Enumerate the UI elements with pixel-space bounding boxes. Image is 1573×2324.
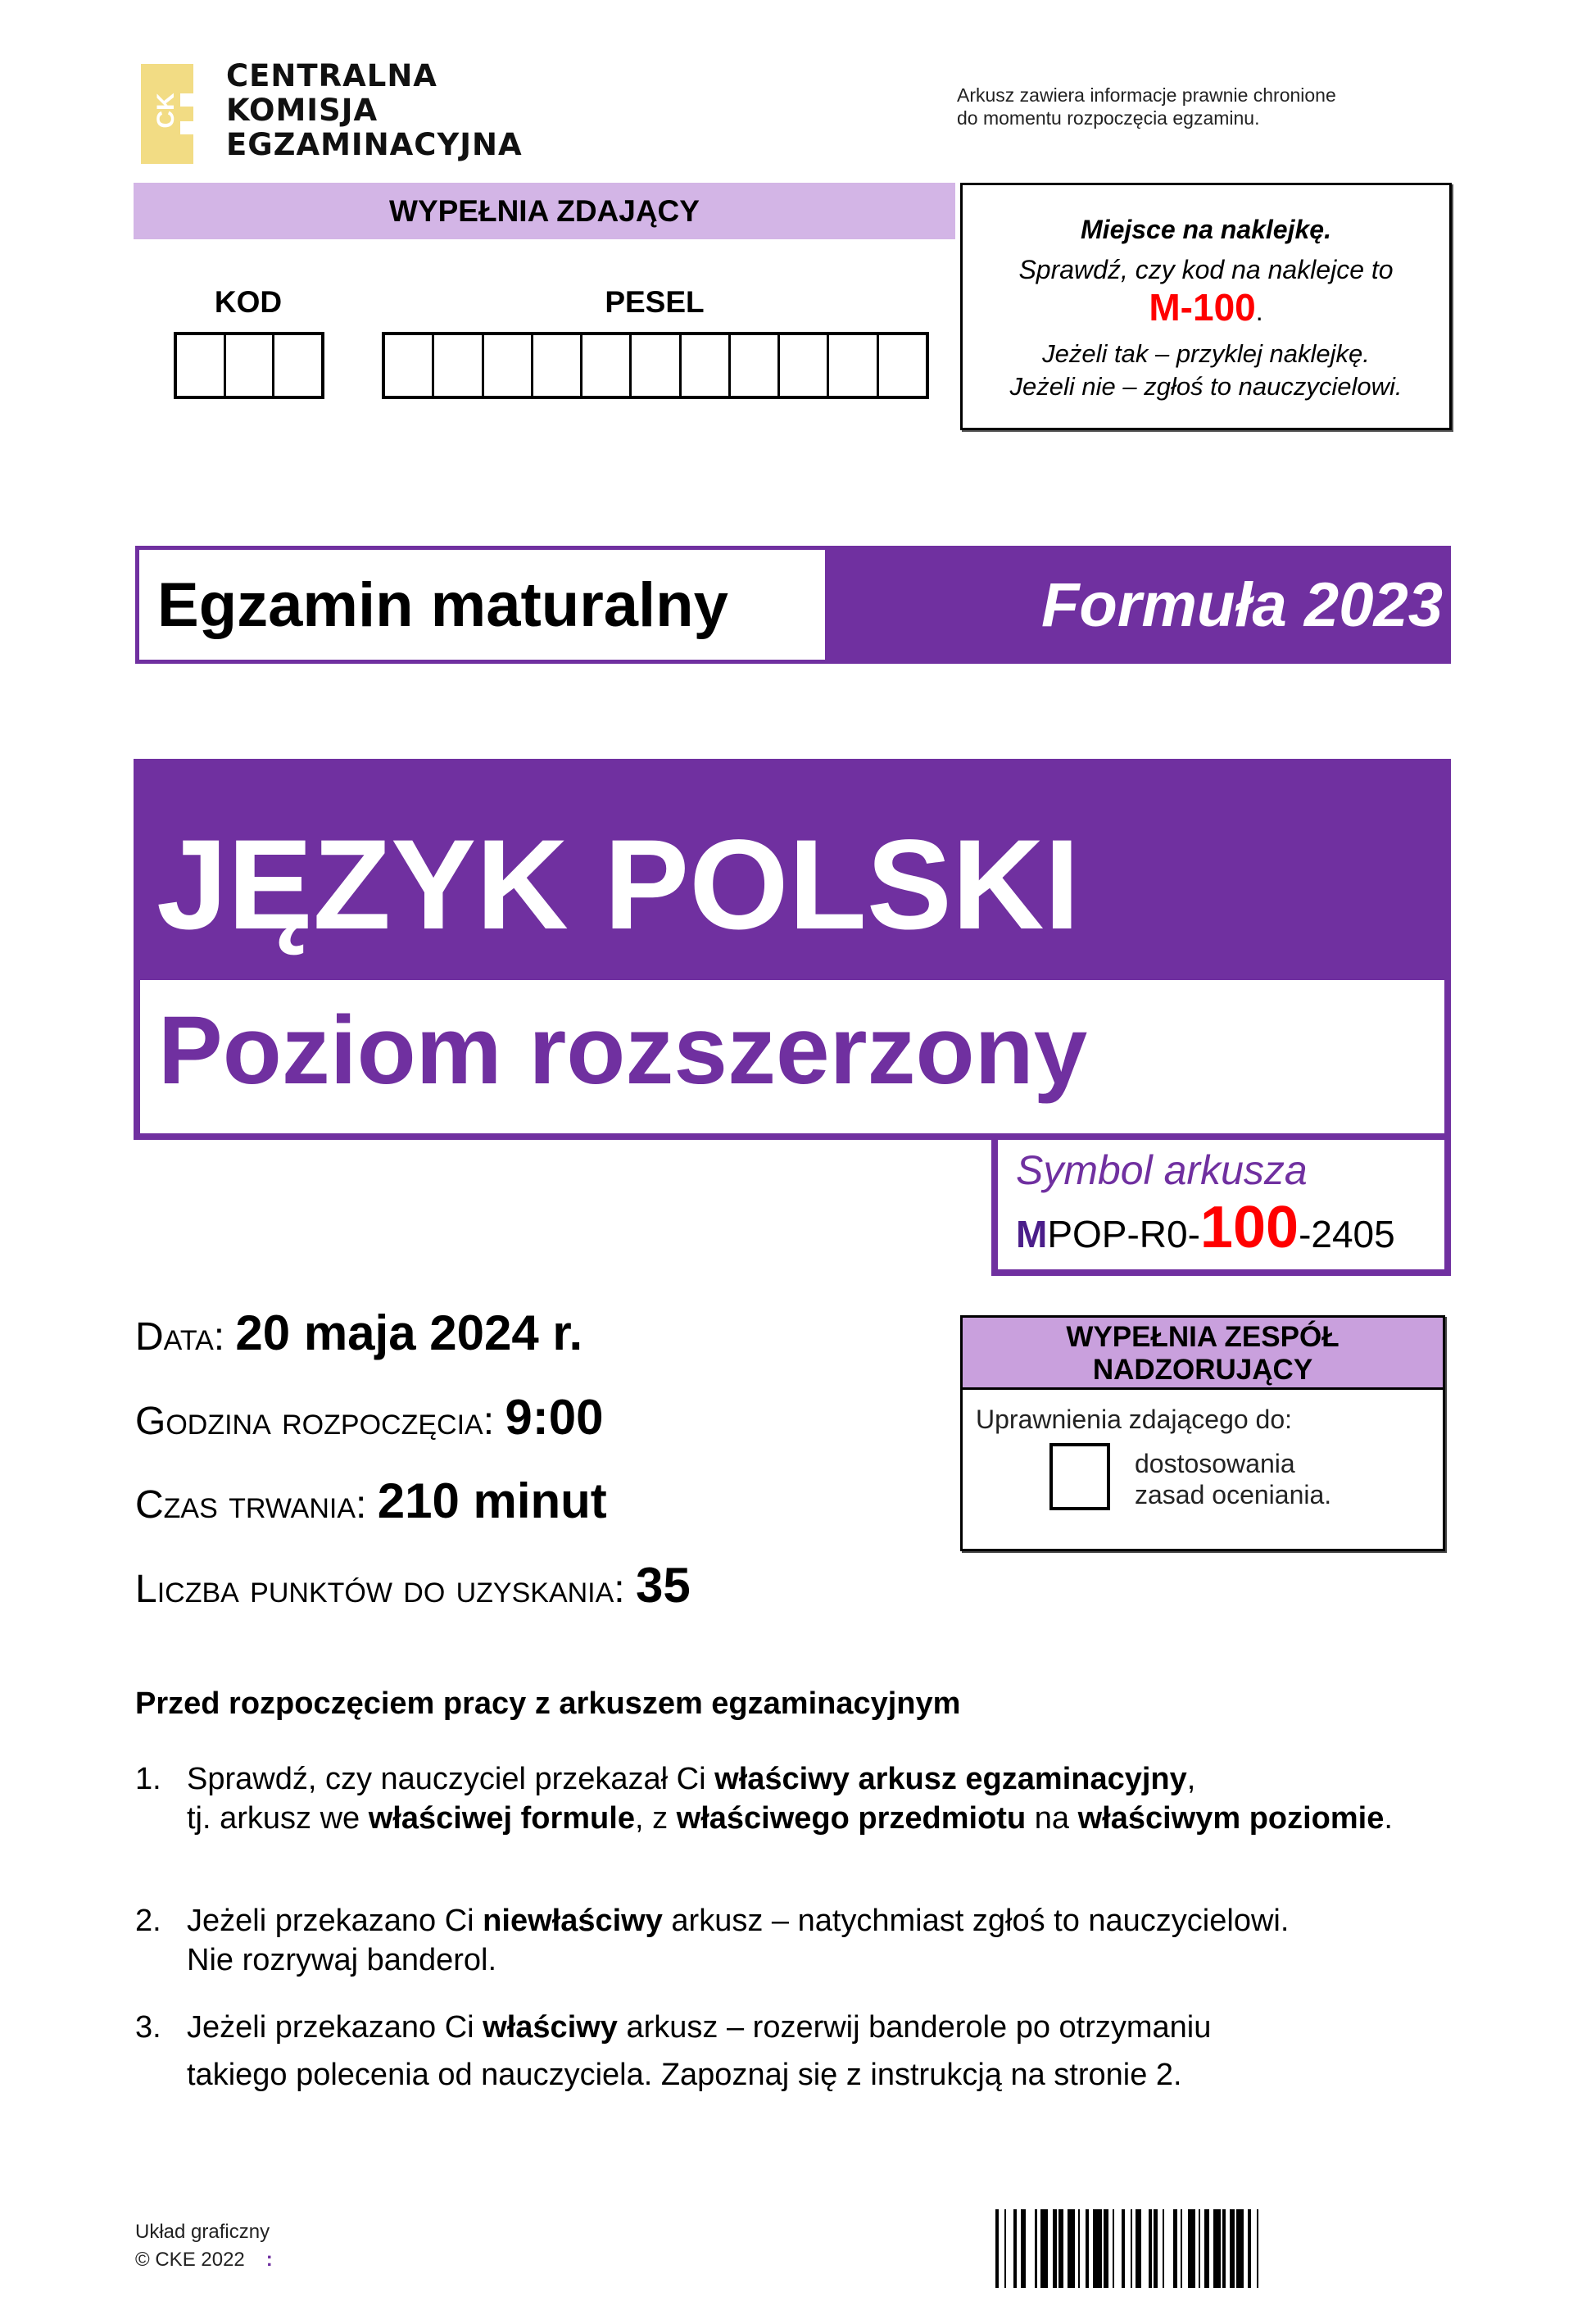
exam-type: Egzamin maturalny: [135, 546, 825, 664]
start-label: Godzina rozpoczęcia:: [135, 1400, 495, 1443]
sheet-symbol-code: [1016, 1194, 1444, 1261]
digit-box[interactable]: [829, 335, 878, 396]
instructions-heading: Przed rozpoczęciem pracy z arkuszem egzaminacyjnym: [135, 1686, 961, 1721]
points-value: 35: [636, 1558, 691, 1613]
legal-note-line: do momentu rozpoczęcia egzaminu.: [957, 107, 1260, 129]
logo-ck-text: CK: [152, 93, 179, 129]
barcode-bar: [1026, 2209, 1035, 2288]
exam-start-time: [135, 1389, 603, 1446]
pesel-input-boxes[interactable]: [382, 332, 929, 404]
text-run: Nie rozrywaj banderol.: [187, 1943, 497, 1977]
logo-line: KOMISJA: [226, 93, 379, 128]
pesel-label: PESEL: [605, 285, 705, 319]
text-run: Jeżeli przekazano Ci: [187, 2010, 483, 2045]
barcode-bar: [1258, 2209, 1262, 2288]
exam-formula: Formuła 2023: [825, 546, 1451, 664]
instruction-item-3: [135, 2004, 1446, 2099]
symbol-suffix: -2405: [1299, 1213, 1395, 1255]
supervisor-box: [960, 1315, 1445, 1551]
kod-box-row[interactable]: [174, 332, 324, 399]
sticker-code: M-100: [1149, 286, 1256, 329]
barcode-bar: [1080, 2209, 1086, 2288]
digit-box[interactable]: [434, 335, 483, 396]
sticker-placeholder: [960, 183, 1452, 430]
level-title: Poziom rozszerzony: [134, 980, 1451, 1140]
footer-marker: :: [265, 2249, 273, 2271]
instruction-number: 2.: [135, 1904, 161, 1938]
text-run: , z: [634, 1801, 677, 1836]
text-run-bold: właściwy arkusz egzaminacyjny: [714, 1762, 1187, 1796]
sheet-symbol-label: Symbol arkusza: [1016, 1147, 1308, 1193]
text-run: takiego polecenia od nauczyciela. Zapoznaj się z instrukcją na stronie 2.: [187, 2058, 1182, 2092]
text-run-bold: właściwy: [483, 2010, 618, 2045]
sticker-title: Miejsce na naklejkę.: [1081, 215, 1331, 244]
barcode-bar: [1114, 2209, 1122, 2288]
kod-input-boxes[interactable]: [174, 332, 324, 404]
barcode-bar: [1021, 2209, 1027, 2288]
adjustment-label-line: dostosowania: [1135, 1449, 1295, 1478]
barcode-bar: [1104, 2209, 1109, 2288]
sticker-if-yes: Jeżeli tak – przyklej naklejkę.: [1042, 339, 1370, 368]
adjustment-checkbox[interactable]: [1049, 1443, 1110, 1510]
barcode-bar: [1188, 2209, 1195, 2288]
barcode-bar: [999, 2209, 1004, 2288]
text-run: .: [1384, 1801, 1393, 1836]
exam-date: [135, 1305, 583, 1361]
text-run: Jeżeli przekazano Ci: [187, 1904, 483, 1938]
sticker-code-line: [963, 285, 1449, 329]
start-value: 9:00: [505, 1390, 604, 1445]
date-value: 20 maja 2024 r.: [235, 1305, 583, 1360]
barcode-bar: [1136, 2209, 1141, 2288]
text-run: arkusz – natychmiast zgłoś to nauczycielowi.: [662, 1904, 1290, 1938]
supervisor-subtitle: Uprawnienia zdającego do:: [976, 1405, 1293, 1434]
candidate-fill-band: WYPEŁNIA ZDAJĄCY: [134, 183, 955, 239]
digit-box[interactable]: [632, 335, 681, 396]
barcode-bar: [1093, 2209, 1102, 2288]
instruction-text: [187, 2004, 1446, 2099]
instruction-item-1: [135, 1759, 1446, 1838]
symbol-prefix-m: M: [1016, 1213, 1048, 1255]
barcode-bar: [1158, 2209, 1163, 2288]
instruction-number: 3.: [135, 2010, 161, 2045]
instruction-item-2: [135, 1901, 1446, 1980]
exam-points: [135, 1557, 691, 1614]
legal-note-line: Arkusz zawiera informacje prawnie chronione: [957, 84, 1336, 106]
supervisor-header-line: WYPEŁNIA ZESPÓŁ: [1066, 1321, 1340, 1353]
adjustment-label-line: zasad oceniania.: [1135, 1480, 1332, 1509]
barcode-icon: [995, 2209, 1434, 2288]
logo-line: CENTRALNA: [226, 58, 437, 93]
exam-type-bar: [135, 546, 1451, 664]
barcode-bar: [1125, 2209, 1131, 2288]
digit-box[interactable]: [385, 335, 434, 396]
text-run: na: [1026, 1801, 1078, 1836]
barcode-bar: [1213, 2209, 1221, 2288]
adjustment-label: [1135, 1448, 1331, 1510]
barcode-bar: [1164, 2209, 1173, 2288]
cke-logo-mark: [141, 64, 193, 164]
barcode-bar: [1204, 2209, 1210, 2288]
instruction-number: 1.: [135, 1762, 161, 1796]
text-run-bold: właściwej formule: [368, 1801, 635, 1836]
adjustment-option: [1049, 1443, 1443, 1510]
logo-line: EGZAMINACYJNA: [226, 127, 523, 162]
supervisor-header-line: NADZORUJĄCY: [1092, 1354, 1313, 1386]
digit-box[interactable]: [484, 335, 533, 396]
digit-box[interactable]: [533, 335, 583, 396]
footer-copyright: © CKE 2022: [135, 2249, 245, 2271]
symbol-prefix: POP-R0-: [1047, 1213, 1200, 1255]
text-run: ,: [1186, 1762, 1196, 1796]
digit-box[interactable]: [583, 335, 632, 396]
barcode-bar: [1068, 2209, 1075, 2288]
digit-box[interactable]: [226, 335, 275, 396]
text-run-bold: właściwego przedmiotu: [676, 1801, 1027, 1836]
footer-layout-label: Układ graficzny: [135, 2221, 270, 2243]
sheet-symbol-box: [991, 1140, 1451, 1276]
sticker-code-period: .: [1255, 297, 1263, 326]
subject-title: JĘZYK POLSKI: [134, 759, 1451, 980]
instruction-text: [187, 1759, 1446, 1838]
text-run: tj. arkusz we: [187, 1801, 369, 1836]
barcode-bar: [1058, 2209, 1064, 2288]
digit-box[interactable]: [682, 335, 731, 396]
digit-box[interactable]: [274, 335, 321, 396]
date-label: Data:: [135, 1315, 225, 1359]
text-run: arkusz – rozerwij banderole po otrzymaniu: [617, 2010, 1212, 2045]
points-label: Liczba punktów do uzyskania:: [135, 1568, 625, 1611]
digit-box[interactable]: [780, 335, 829, 396]
footer-credits: [135, 2218, 273, 2274]
barcode-bar: [1141, 2209, 1149, 2288]
barcode-bar: [1236, 2209, 1244, 2288]
digit-box[interactable]: [879, 335, 926, 396]
barcode-bar: [1040, 2209, 1048, 2288]
barcode-bar: [1230, 2209, 1235, 2288]
symbol-number: 100: [1199, 1195, 1299, 1260]
duration-label: Czas trwania:: [135, 1483, 367, 1527]
text-run: Sprawdź, czy nauczyciel przekazał Ci: [187, 1762, 715, 1796]
sticker-check-text: Sprawdź, czy kod na naklejce to: [1018, 255, 1394, 284]
barcode-bar: [1251, 2209, 1257, 2288]
barcode-bar: [1006, 2209, 1013, 2288]
exam-duration: [135, 1473, 607, 1529]
kod-label: KOD: [214, 285, 283, 319]
text-run-bold: niewłaściwy: [483, 1904, 663, 1938]
subject-title-box: [134, 759, 1451, 1140]
barcode-bar: [1182, 2209, 1188, 2288]
digit-box[interactable]: [731, 335, 780, 396]
logo-notch: [180, 93, 193, 107]
text-run-bold: właściwym poziomie: [1077, 1801, 1385, 1836]
cke-logo-text: [226, 59, 523, 162]
barcode-bar: [1048, 2209, 1054, 2288]
legal-note: [957, 84, 1336, 129]
supervisor-header: [963, 1318, 1443, 1390]
duration-value: 210 minut: [377, 1473, 607, 1528]
logo-notch: [180, 121, 193, 134]
sticker-instructions: [963, 338, 1449, 403]
sticker-if-no: Jeżeli nie – zgłoś to nauczycielowi.: [1009, 372, 1403, 401]
instruction-text: [187, 1901, 1446, 1980]
digit-box[interactable]: [177, 335, 226, 396]
pesel-box-row[interactable]: [382, 332, 929, 399]
